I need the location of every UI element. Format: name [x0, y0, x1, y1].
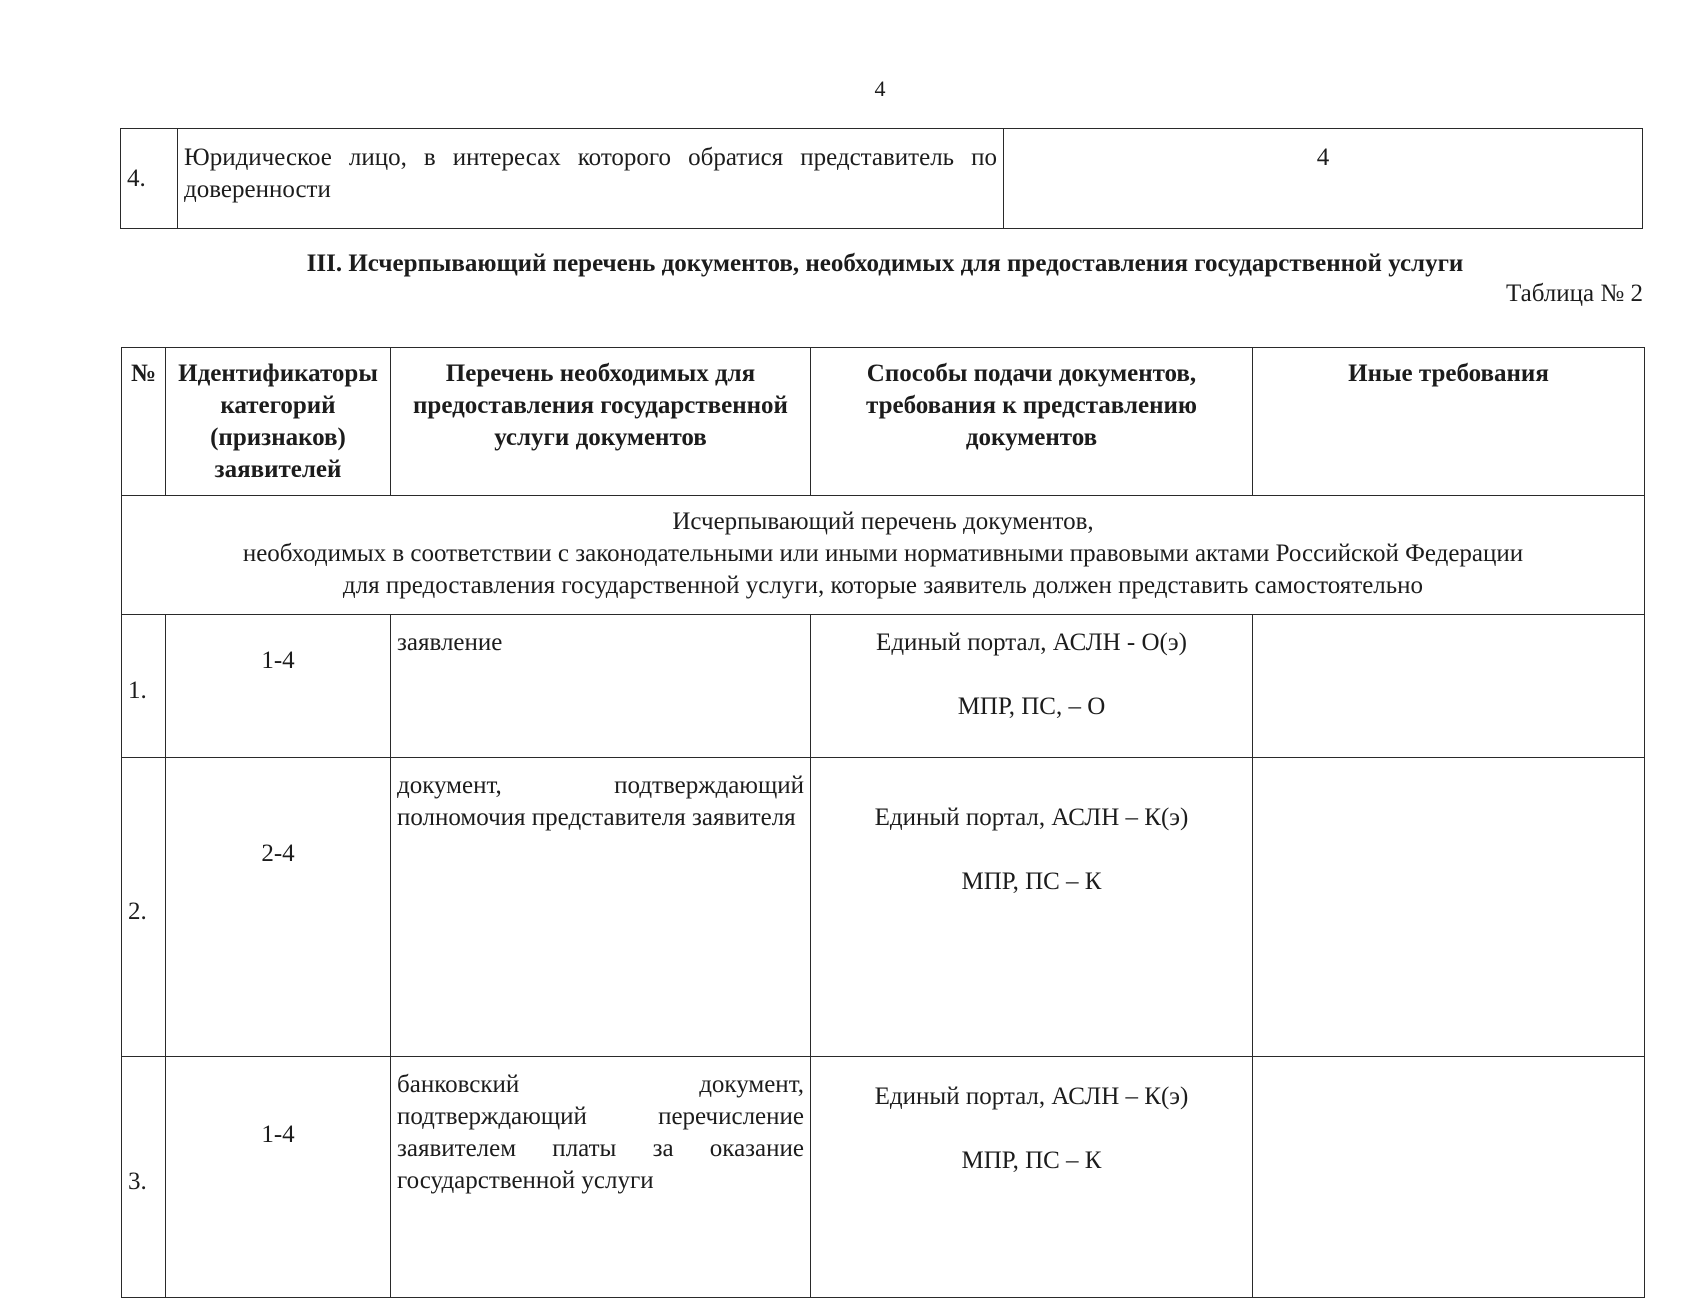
header-number: № [122, 348, 166, 496]
category-description: Юридическое лицо, в интересах которого обратися представитель по доверенности [178, 129, 1004, 229]
header-methods: Способы подачи документов, требования к представлению документов [811, 348, 1253, 496]
table-caption: Таблица № 2 [1505, 280, 1643, 307]
row-other [1253, 758, 1645, 1057]
header-documents: Перечень необходимых для предоставления государственной услуги документов [391, 348, 811, 496]
applicant-categories-table [120, 128, 1643, 229]
method-in-person: МПР, ПС, – О [957, 693, 1106, 720]
table-row [121, 129, 1643, 229]
row-methods [811, 758, 1253, 1057]
row-document: заявление [391, 615, 811, 758]
row-identifiers: 1-4 [166, 1057, 391, 1298]
row-methods [811, 1057, 1253, 1298]
method-electronic: Единый портал, АСЛН – К(э) [874, 1083, 1189, 1110]
section-title: III. Исчерпывающий перечень документов, необходимых для предоставления государственной услуги [306, 250, 1464, 277]
documents-table [121, 347, 1645, 1298]
row-number: 1. [122, 615, 166, 758]
row-other [1253, 615, 1645, 758]
method-electronic: Единый портал, АСЛН – К(э) [874, 804, 1189, 831]
row-methods [811, 615, 1253, 758]
section-description-line: необходимых в соответствии с законодательными или иными нормативными правовыми актами Российской Федерации [242, 540, 1524, 567]
table-row [122, 1057, 1645, 1298]
table-row [122, 758, 1645, 1057]
method-electronic: Единый портал, АСЛН - О(э) [876, 629, 1187, 656]
method-in-person: МПР, ПС – К [961, 1147, 1102, 1174]
row-number: 2. [122, 758, 166, 1057]
row-identifiers: 2-4 [166, 758, 391, 1057]
row-number: 3. [122, 1057, 166, 1298]
method-in-person: МПР, ПС – К [961, 868, 1102, 895]
category-code: 4 [1004, 129, 1643, 229]
table-section-row [122, 496, 1645, 615]
table-row [122, 615, 1645, 758]
row-document: документ, подтверждающий полномочия представителя заявителя [391, 758, 811, 1057]
header-identifiers: Идентификаторы категорий (признаков) заявителей [166, 348, 391, 496]
table-header-row [122, 348, 1645, 496]
row-other [1253, 1057, 1645, 1298]
page-number: 4 [874, 76, 886, 101]
row-identifiers: 1-4 [166, 615, 391, 758]
header-other: Иные требования [1253, 348, 1645, 496]
section-description [122, 496, 1645, 615]
section-description-line: для предоставления государственной услуги, которые заявитель должен представить самостоятельно [342, 572, 1424, 599]
section-description-line: Исчерпывающий перечень документов, [672, 508, 1094, 535]
row-number: 4. [121, 129, 178, 229]
row-document: банковский документ, подтверждающий перечисление заявителем платы за оказание государственной услуги [391, 1057, 811, 1298]
